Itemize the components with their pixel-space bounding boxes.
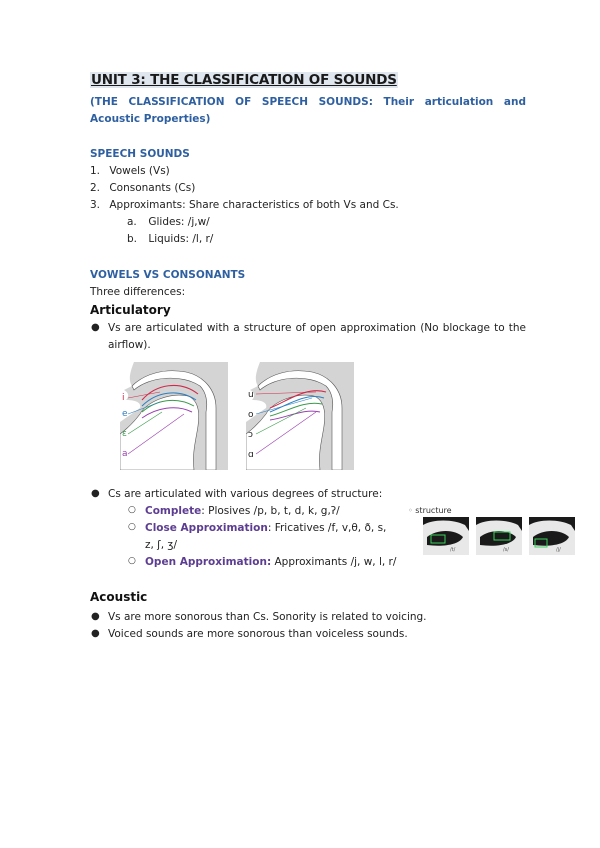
sub-list-letter: b.	[127, 233, 138, 245]
list-item	[90, 197, 399, 214]
front-vowel-diagram	[120, 362, 228, 470]
vowel-label-o: o	[248, 410, 254, 420]
subheading-articulatory: Articulatory	[90, 303, 171, 317]
vowel-label-open-o: ɔ	[248, 430, 253, 440]
list-number: 3.	[90, 199, 101, 211]
sub-list-text: Liquids: /l, r/	[148, 233, 214, 245]
degree-text: : Fricatives /f, v,θ, ð, s, z, ʃ, ʒ/	[145, 522, 387, 551]
list-text: Approximants: Share characteristics of both Vs and Cs.	[109, 199, 399, 211]
vowel-label-eps: ɛ	[122, 429, 127, 439]
bullet-text-sonority: Vs are more sonorous than Cs. Sonority is related to voicing.	[108, 611, 427, 623]
sub-list-item	[127, 214, 210, 231]
degree-label: Open Approximation:	[145, 556, 272, 568]
structure-panel-3	[529, 517, 575, 555]
section-heading-speech-sounds: SPEECH SOUNDS	[90, 148, 190, 160]
structure-panel-2	[476, 517, 522, 555]
caption-marker: ◦	[408, 506, 413, 515]
structure-panel-1	[423, 517, 469, 555]
list-text: Consonants (Cs)	[109, 182, 196, 194]
list-item	[90, 163, 170, 180]
section-heading-vowels-vs-consonants: VOWELS VS CONSONANTS	[90, 269, 246, 281]
list-number: 2.	[90, 182, 101, 194]
vowel-label-e: e	[122, 409, 128, 419]
bullet-text-voiced: Voiced sounds are more sonorous than voiceless sounds.	[108, 628, 408, 640]
sub-list-text: Glides: /j,w/	[148, 216, 210, 228]
structure-caption	[408, 506, 452, 515]
degree-open-approximation	[145, 554, 405, 571]
bullet-icon: ●	[91, 628, 100, 639]
vowel-label-a: a	[122, 449, 128, 459]
degree-label: Close Approximation	[145, 522, 268, 534]
sub-bullet-icon: ○	[128, 505, 136, 515]
sub-bullet-icon: ○	[128, 522, 136, 532]
page-title: UNIT 3: THE CLASSIFICATION OF SOUNDS	[91, 72, 397, 88]
list-item	[90, 180, 195, 197]
degree-close-approximation	[145, 520, 395, 554]
back-vowel-diagram	[246, 362, 354, 470]
bullet-icon: ●	[91, 322, 100, 333]
degree-label: Complete	[145, 505, 202, 517]
list-text: Vowels (Vs)	[109, 165, 170, 177]
panel-label: /j/	[556, 547, 561, 553]
bullet-text-vowels: Vs are articulated with a structure of open approximation (No blockage to the airflow).	[108, 322, 526, 351]
panel-label: /s/	[503, 547, 509, 553]
bullet-text-consonants: Cs are articulated with various degrees of structure:	[108, 488, 383, 500]
vowel-label-alpha: ɑ	[248, 450, 254, 460]
list-number: 1.	[90, 165, 101, 177]
vowel-label-i: i	[122, 393, 125, 403]
vowel-label-u: u	[248, 390, 254, 400]
degree-complete	[145, 503, 395, 520]
subheading-acoustic: Acoustic	[90, 590, 148, 604]
page-subtitle: (THE CLASSIFICATION OF SPEECH SOUNDS: Their articulation and Acoustic Properties)	[90, 96, 526, 125]
sub-list-letter: a.	[127, 216, 137, 228]
bullet-icon: ●	[91, 611, 100, 622]
panel-label: /t/	[450, 547, 456, 553]
structure-panels	[423, 517, 575, 555]
degree-text: Approximants /j, w, l, r/	[271, 556, 397, 568]
caption-text: structure	[415, 506, 452, 515]
degree-text: : Plosives /p, b, t, d, k, g,ʔ/	[201, 505, 340, 517]
bullet-icon: ●	[91, 488, 100, 499]
sub-bullet-icon: ○	[128, 556, 136, 566]
intro-text: Three differences:	[90, 286, 186, 298]
sub-list-item	[127, 231, 213, 248]
